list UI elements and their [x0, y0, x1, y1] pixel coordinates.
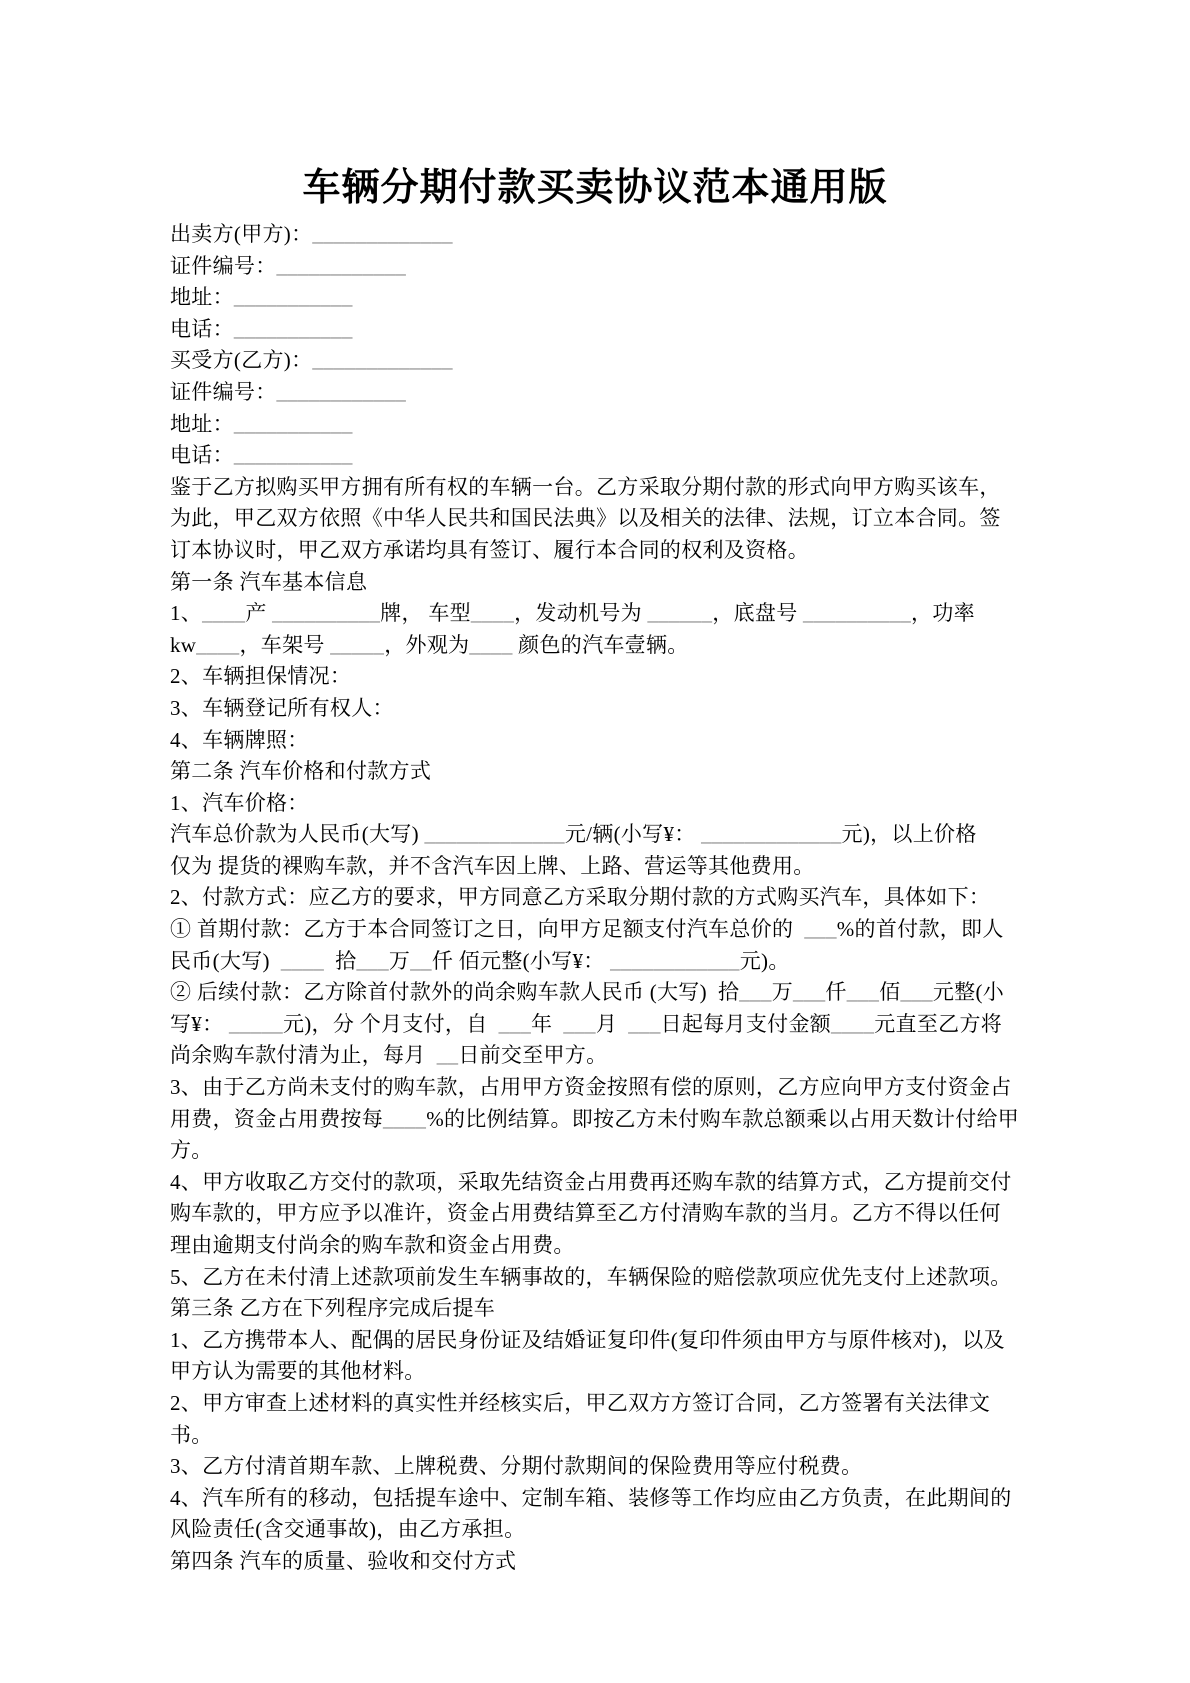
preamble-line: 鉴于乙方拟购买甲方拥有所有权的车辆一台。乙方采取分期付款的形式向甲方购买该车，: [170, 474, 1001, 499]
fill-in-blank: _____________: [312, 222, 453, 246]
party-b-id-line: 证件编号：____________: [170, 379, 407, 404]
clause-1-heading: 第一条 汽车基本信息: [170, 569, 368, 594]
clause-2-item-line: 5、乙方在未付清上述款项前发生车辆事故的，车辆保险的赔偿款项应优先支付上述款项。: [170, 1264, 1012, 1289]
fill-in-blank: ___: [628, 1011, 661, 1036]
fill-in-blank: __________: [272, 601, 381, 626]
clause-3-item-line: 4、汽车所有的移动，包括提车途中、定制车箱、装修等工作均应由乙方负责，在此期间的: [170, 1485, 1012, 1510]
clause-4-heading: 第四条 汽车的质量、验收和交付方式: [170, 1548, 517, 1573]
fill-in-blank: ___: [563, 1011, 596, 1036]
clause-2-item-line: 3、由于乙方尚未支付的购车款，占用甲方资金按照有偿的原则，乙方应向甲方支付资金占: [170, 1075, 1012, 1100]
clause-2-item-line: 用费，资金占用费按每____%的比例结算。即按乙方未付购车款总额乘以占用天数计付给甲: [170, 1106, 1020, 1131]
clause-3-item-line: 甲方认为需要的其他材料。: [170, 1359, 426, 1384]
fill-in-blank: ___________: [233, 316, 353, 341]
fill-in-blank: ____: [196, 632, 240, 657]
fill-in-blank: ___: [739, 980, 772, 1005]
fill-in-blank: ____________: [276, 379, 407, 404]
fill-in-blank: ____________: [276, 253, 407, 278]
party-b-address-line: 地址：___________: [170, 411, 353, 436]
fill-in-blank: __________: [803, 601, 912, 626]
clause-3-item-line: 3、乙方付清首期车款、上牌税费、分期付款期间的保险费用等应付税费。: [170, 1454, 863, 1479]
fill-in-blank: ___: [804, 917, 837, 942]
fill-in-blank: _____________: [312, 348, 453, 373]
fill-in-blank: ______: [647, 601, 713, 626]
fill-in-blank: ____: [280, 948, 325, 973]
party-b-name-line: 买受方(乙方)：_____________: [170, 348, 453, 373]
fill-in-blank: _____: [228, 1011, 283, 1036]
fill-in-blank: ____________: [610, 948, 740, 973]
clause-3-item-line: 风险责任(含交通事故)，由乙方承担。: [170, 1517, 526, 1542]
document-title: 车辆分期付款买卖协议范本通用版: [302, 167, 888, 209]
preamble-line: 订本协议时，甲乙双方承诺均具有签订、履行本合同的权利及资格。: [170, 537, 809, 562]
fill-in-blank: ___: [793, 980, 826, 1005]
clause-1-item-line: 1、____产 __________牌， 车型____，发动机号为 ______，底盘号 __________，功率: [170, 601, 975, 626]
clause-2-item-line: 2、付款方式：应乙方的要求，甲方同意乙方采取分期付款的方式购买汽车，具体如下：: [170, 885, 991, 910]
clause-2-item-line: 1、汽车价格：: [170, 790, 309, 815]
clause-2-item-line: 购车款的，甲方应予以准许，资金占用费结算至乙方付清购车款的当月。乙方不得以任何: [170, 1201, 1001, 1226]
document-body: [170, 219, 1026, 1578]
clause-2-item-line: 民币(大写) ____ 拾___万__仟 佰元整(小写¥： ____________元)。: [170, 948, 790, 973]
fill-in-blank: ___________: [233, 411, 353, 436]
fill-in-blank: ___________: [233, 443, 353, 468]
party-b-phone-line: 电话：___________: [170, 443, 353, 468]
clause-3-heading: 第三条 乙方在下列程序完成后提车: [170, 1296, 496, 1321]
clause-2-item-line: 方。: [170, 1138, 213, 1163]
fill-in-blank: _____________: [701, 822, 842, 847]
fill-in-blank: ___: [900, 980, 933, 1005]
fill-in-blank: ___________: [233, 285, 353, 310]
fill-in-blank: ____: [470, 601, 515, 626]
party-a-phone-line: 电话：___________: [170, 316, 353, 341]
party-a-id-line: 证件编号：____________: [170, 253, 407, 278]
clause-2-item-line: 汽车总价款为人民币(大写) _____________元/辆(小写¥： _____________元)，以上价格: [170, 822, 977, 847]
clause-1-item-line: 4、车辆牌照：: [170, 727, 309, 752]
clause-3-item-line: 1、乙方携带本人、配偶的居民身份证及结婚证复印件(复印件须由甲方与原件核对)，以及: [170, 1327, 1005, 1352]
clause-1-item-line: 2、车辆担保情况：: [170, 664, 352, 689]
clause-3-item-line: 2、甲方审查上述材料的真实性并经核实后，甲乙双方方签订合同，乙方签署有关法律文书。: [170, 1390, 991, 1447]
clause-2-item-line: 仅为 提货的裸购车款，并不含汽车因上牌、上路、营运等其他费用。: [170, 853, 815, 878]
party-a-address-line: 地址：___________: [170, 285, 353, 310]
preamble-line: 为此，甲乙双方依照《中华人民共和国民法典》以及相关的法律、法规，订立本合同。签: [170, 506, 1001, 531]
fill-in-blank: _____: [330, 632, 385, 657]
fill-in-blank: ___: [498, 1011, 532, 1036]
fill-in-blank: ____: [469, 632, 513, 657]
fill-in-blank: ____: [383, 1106, 427, 1131]
clause-2-item-line: 尚余购车款付清为止，每月 __日前交至甲方。: [170, 1043, 608, 1068]
fill-in-blank: ____: [202, 601, 246, 626]
clause-1-item-line: 3、车辆登记所有权人：: [170, 695, 394, 720]
fill-in-blank: __: [410, 948, 432, 973]
clause-2-item-line: 4、甲方收取乙方交付的款项，采取先结资金占用费再还购车款的结算方式，乙方提前交付: [170, 1169, 1012, 1194]
fill-in-blank: ___: [846, 980, 880, 1005]
fill-in-blank: ___: [356, 948, 389, 973]
clause-2-item-line: 写¥： _____元)，分 个月支付，自 ___年 ___月 ___日起每月支付金额____元直至乙方将: [170, 1011, 1003, 1036]
clause-2-item-line: ① 首期付款：乙方于本合同签订之日，向甲方足额支付汽车总价的 ___%的首付款，即人: [170, 917, 1004, 942]
party-a-name-line: 出卖方(甲方)：_____________: [170, 222, 453, 246]
clause-2-item-line: 理由逾期支付尚余的购车款和资金占用费。: [170, 1233, 575, 1257]
fill-in-blank: _____________: [424, 822, 565, 847]
clause-2-heading: 第二条 汽车价格和付款方式: [170, 759, 432, 784]
clause-2-item-line: ② 后续付款：乙方除首付款外的尚余购车款人民币 (大写) 拾___万___仟___佰___元整(小: [170, 980, 1005, 1005]
fill-in-blank: ____: [831, 1011, 875, 1036]
clause-1-item-line: kw____，车架号 _____，外观为____ 颜色的汽车壹辆。: [170, 632, 689, 657]
fill-in-blank: __: [436, 1043, 459, 1068]
